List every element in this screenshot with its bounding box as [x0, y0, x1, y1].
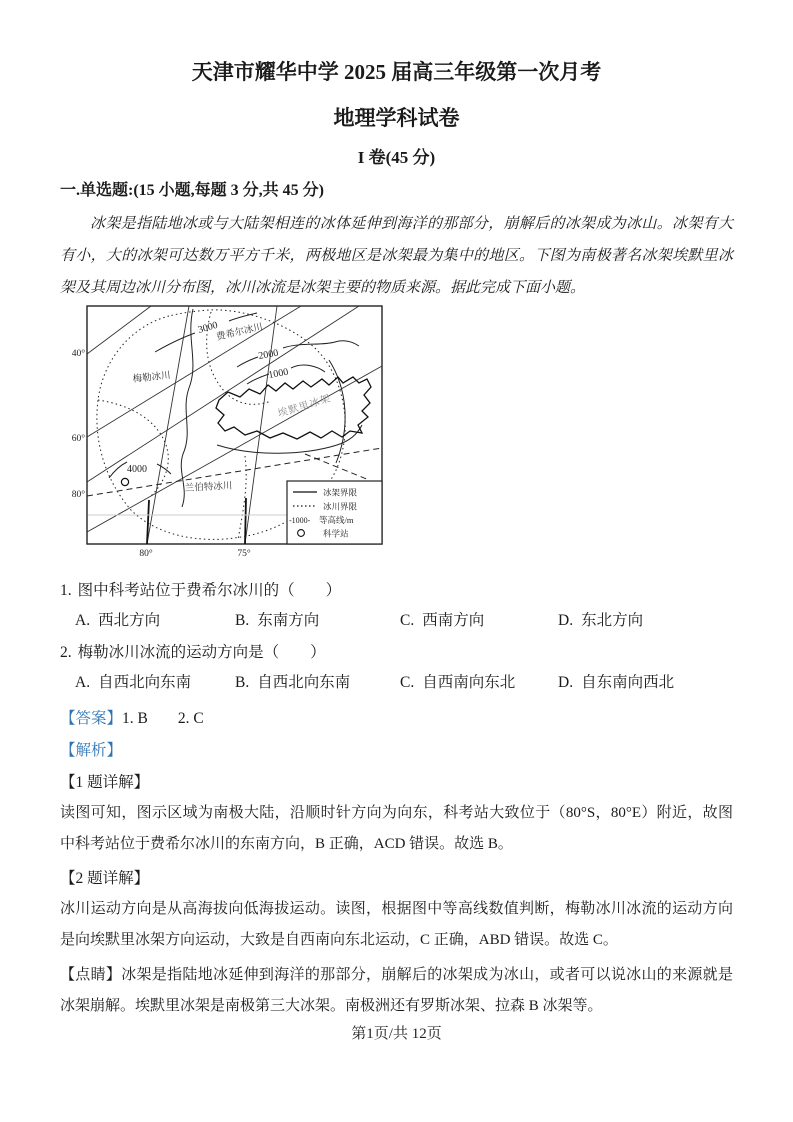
legend-station-icon	[298, 530, 305, 537]
tips-text: 冰架是指陆地冰延伸到海洋的那部分，崩解后的冰架成为冰山，或者可以说冰山的来源就是冰架崩解。埃默里冰架是南极第三大冰架。南极洲还有罗斯冰架、拉森 B 冰架等。	[60, 967, 733, 1014]
subject-title: 地理学科试卷	[333, 106, 460, 130]
stimulus-paragraph: 冰架是指陆地冰或与大陆架相连的冰体延伸到海洋的那部分，崩解后的冰架成为冰山。冰架有大有小，大的冰架可达数万平方千米，两极地区是冰架最为集中的地区。下图为南极著名冰架埃默里冰架及其周边冰川分布图，冰川冰流是冰架主要的物质来源。据此完成下面小题。	[60, 216, 733, 296]
option-1c-text: 西南方向	[422, 612, 485, 629]
question-2-options	[60, 670, 733, 696]
amery-shelf-label: 埃默里冰架	[276, 393, 333, 420]
option-2c	[400, 670, 558, 696]
option-2c-text: 自西南向东北	[422, 674, 516, 691]
option-1d	[558, 608, 733, 634]
ice-boundary-lines	[181, 309, 362, 507]
detail-2-text: 冰川运动方向是从高海拔向低海拔运动。读图，根据图中等高线数值判断，梅勒冰川冰流的运动方向是向埃默里冰架方向运动，大致是自西南向东北运动，C 正确，ABD 错误。故选 C。	[60, 901, 733, 948]
legend-contour-label: 等高线/m	[319, 515, 354, 525]
lat-label-40: 40°	[71, 349, 85, 359]
lambert-glacier-label: 兰伯特冰川	[184, 481, 233, 494]
detail-1-text: 读图可知，图示区域为南极大陆，沿顺时针方向为向东，科考站大致位于（80°S，80°E）附近，故图中科考站位于费希尔冰川的东南方向，B 正确，ACD 错误。故选 B。	[60, 805, 733, 852]
lat-label-80: 80°	[71, 490, 85, 500]
lon-label-80: 80°	[139, 549, 153, 559]
question-1-number: 1.	[60, 582, 72, 599]
question-1	[60, 578, 733, 604]
tips-label: 【点睛】	[60, 967, 122, 983]
section-header: 一.单选题:(15 小题,每题 3 分,共 45 分)	[60, 182, 324, 199]
tips-paragraph	[60, 960, 733, 1022]
option-1b-text: 东南方向	[257, 612, 320, 629]
analysis-header	[60, 738, 733, 764]
legend-ice-shelf-label: 冰架界限	[323, 487, 358, 498]
question-1-stem: 图中科考站位于费希尔冰川的（ ）	[77, 582, 342, 599]
answer-line	[60, 706, 733, 732]
answer-label: 【答案】	[60, 710, 123, 727]
legend-contour-symbol: -1000-	[289, 516, 311, 525]
option-2b	[235, 670, 400, 696]
antarctic-map-figure	[69, 304, 733, 562]
lon-label-75: 75°	[237, 549, 251, 559]
option-1b	[235, 608, 400, 634]
contour-label-2000: 2000	[257, 347, 280, 362]
option-2d-label: D.	[558, 674, 574, 691]
question-2-stem: 梅勒冰川冰流的运动方向是（ ）	[77, 644, 326, 661]
science-station-marker	[121, 478, 128, 485]
page-footer: 第1页/共 12页	[351, 1026, 442, 1042]
option-2a-text: 自西北向东南	[98, 674, 192, 691]
map-legend	[287, 481, 382, 544]
contour-label-3000: 3000	[196, 319, 220, 336]
option-1a	[75, 608, 235, 634]
legend-glacier-label: 冰川界限	[323, 501, 358, 512]
option-1d-label: D.	[558, 612, 574, 629]
antarctic-map	[69, 304, 403, 562]
detail-2-title: 【2 题详解】	[60, 870, 150, 887]
volume-header: I 卷(45 分)	[357, 148, 436, 167]
option-1a-label: A.	[75, 612, 91, 629]
answer-2: 2. C	[177, 710, 204, 727]
option-2b-label: B.	[235, 674, 250, 691]
option-1a-text: 西北方向	[98, 612, 161, 629]
question-2-number: 2.	[60, 644, 72, 661]
option-1c	[400, 608, 558, 634]
contour-label-1000: 1000	[267, 366, 290, 381]
lat-label-60: 60°	[71, 434, 85, 444]
question-1-options	[60, 608, 733, 634]
detail-1-title: 【1 题详解】	[60, 774, 150, 791]
answer-1: 1. B	[122, 710, 148, 727]
contour-label-4000: 4000	[127, 464, 147, 475]
option-1c-label: C.	[400, 612, 415, 629]
exam-title: 天津市耀华中学 2025 届高三年级第一次月考	[191, 60, 602, 84]
legend-station-label: 科学站	[323, 528, 349, 539]
question-2	[60, 640, 733, 666]
option-1b-label: B.	[235, 612, 250, 629]
mellor-glacier-label: 梅勒冰川	[132, 371, 172, 385]
option-1d-text: 东北方向	[581, 612, 644, 629]
option-2c-label: C.	[400, 674, 415, 691]
option-2d	[558, 670, 733, 696]
option-2b-text: 自西北向东南	[257, 674, 351, 691]
option-2d-text: 自东南向西北	[581, 674, 675, 691]
meridian-bold-segments	[147, 498, 246, 544]
analysis-label: 【解析】	[60, 742, 123, 759]
option-2a	[75, 670, 235, 696]
glacier-labels	[132, 321, 332, 494]
option-2a-label: A.	[75, 674, 91, 691]
fisher-glacier-label: 费希尔冰川	[215, 322, 264, 343]
